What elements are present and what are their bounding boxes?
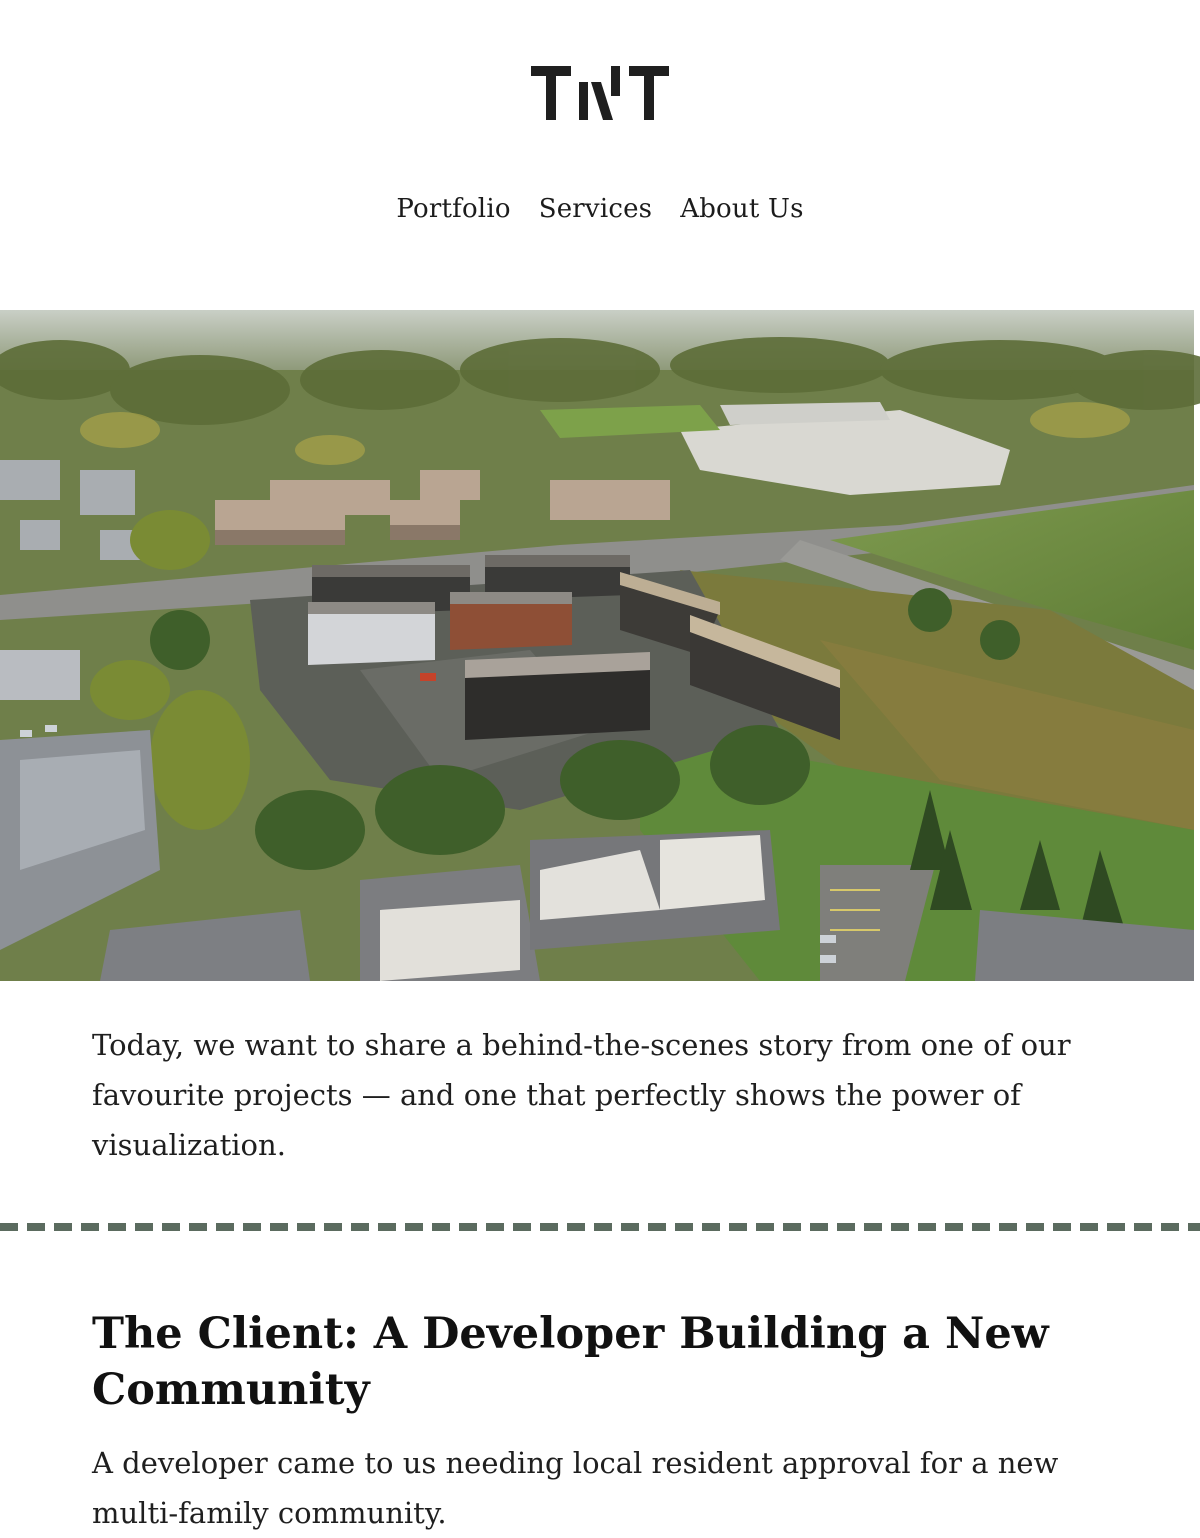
aerial-photo-illustration: [0, 310, 1194, 981]
intro-paragraph: Today, we want to share a behind-the-scenes story from one of our favourite projects — and one that perfectly shows the power of visualization.: [92, 1028, 1071, 1162]
tnt-logo[interactable]: [531, 62, 669, 124]
dashed-divider: [0, 1223, 1200, 1231]
main-nav: [0, 194, 1200, 224]
nav-services-link[interactable]: Services: [538, 194, 653, 224]
nav-portfolio-link[interactable]: Portfolio: [396, 194, 511, 224]
section-heading: The Client: A Developer Building a New Community: [92, 1309, 1049, 1415]
header: [0, 62, 1200, 124]
nav-about-us-link[interactable]: About Us: [680, 194, 804, 224]
hero-aerial-image: [0, 310, 1194, 981]
section-body-paragraph: A developer came to us needing local resident approval for a new multi-family community.: [92, 1446, 1059, 1530]
